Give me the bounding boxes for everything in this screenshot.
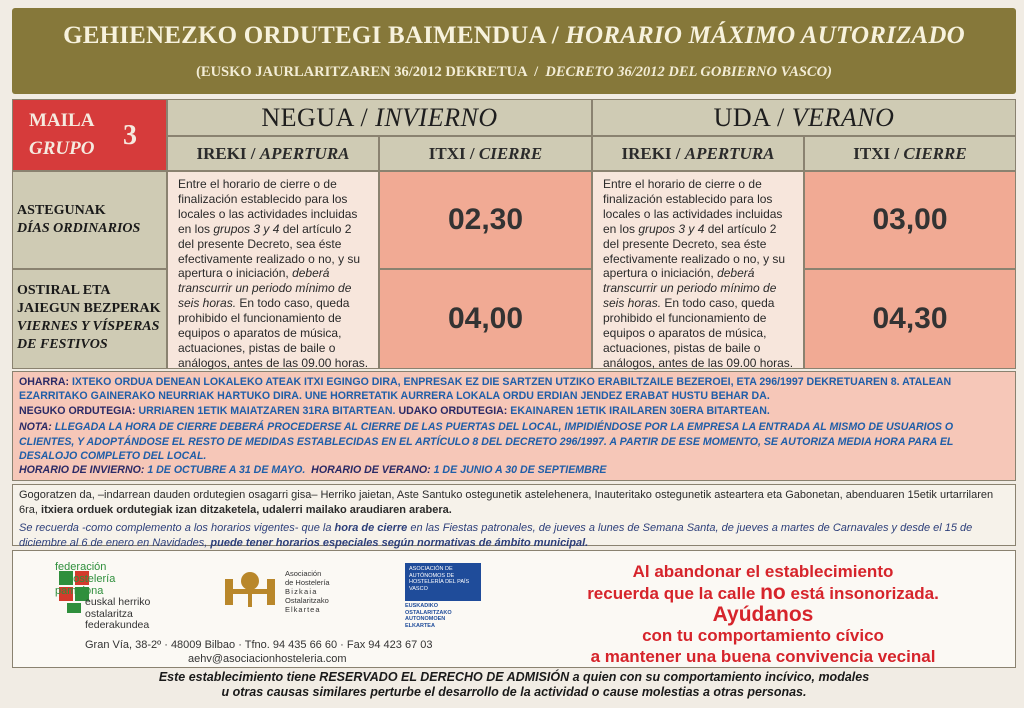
group-number: 3 <box>123 120 137 151</box>
schedule-periods-eu: NEGUKO ORDUTEGIA: URRIAREN 1ETIK MAIATZAREN 31RA BITARTEAN. UDAKO ORDUTEGIA: EKAINAREN 1ETIK IRAILAREN 30ERA BITARTEAN. <box>19 404 770 417</box>
schedule-periods-es: HORARIO DE INVIERNO: 1 DE OCTUBRE A 31 DE MAYO. HORARIO DE VERANO: 1 DE JUNIO A 30 DE SEPTIEMBRE <box>19 464 607 477</box>
notes-panel <box>12 371 1016 481</box>
winter-open-header: IREKI / APERTURA <box>167 136 379 171</box>
winter-opening-text: Entre el horario de cierre o de finalización establecido para los locales o las actividades incluidas en los grupos 3 y 4 del artículo 2 del presente Decreto, sea éste efectivamente realizado o no, y su apertura o iniciación, deberá transcurrir un periodo mínimo de seis horas. En todo caso, queda prohibido el funcionamiento de equipos o aparatos de música, actuaciones, pistas de baile o análogos, antes de las 09.00 horas. <box>167 171 379 369</box>
footer-panel <box>12 550 1016 668</box>
summer-close-friday: 04,30 <box>804 269 1016 369</box>
admission-notice: Este establecimiento tiene RESERVADO EL DERECHO DE ADMISIÓN a quien con su comportamiento incívico, modales u otras causas similares perturbe el desarrollo de la actividad o cause molestias a otras personas. <box>158 670 870 699</box>
autonomos-association-logo: ASOCIACIÓN DE AUTÓNOMOS DE HOSTELERÍA DEL PAÍS VASCO EUSKADIKO OSTALARITZAKO AUTONOMOEN ELKARTEA <box>405 563 485 627</box>
contact-address: Gran Vía, 38-2º · 48009 Bilbao · Tfno. 94 435 66 60 · Fax 94 423 67 03 <box>85 639 433 651</box>
summer-open-header: IREKI / APERTURA <box>592 136 804 171</box>
summer-close-ordinary: 03,00 <box>804 171 1016 269</box>
reminder-es: Se recuerda -como complemento a los horarios vigentes- que la hora de cierre en las Fiestas patronales, de jueves a lunes de Semana Santa, de jueves a martes de Carnavales y desde el 15 de diciembre al 6 de enero en Navidades, puede tener horarios especiales según normativas de ámbito municipal. <box>19 522 973 549</box>
summer-header: UDA / VERANO <box>592 99 1016 136</box>
note-es: NOTA: LLEGADA LA HORA DE CIERRE DEBERÁ PROCEDERSE AL CIERRE DE LAS PUERTAS DEL LOCAL, IMPIDIÉNDOSE POR LA EMPRESA LA ENTRADA AL MISMO DE USUARIOS O CLIENTES, Y ADOPTÁNDOSE EL RESTO DE MEDIDAS ESTABLECIDAS EN EL ARTÍCULO 8 DEL DECRETO 296/1997. A PARTIR DE ESE MOMENTO, SE AUTORIZA MEDIA HORA PARA EL DESALOJO COMPLETO DEL LOCAL. <box>19 421 954 463</box>
winter-close-friday: 04,00 <box>379 269 592 369</box>
row-label-friday: OSTIRAL ETA JAIEGUN BEZPERAK VIERNES Y VÍSPERAS DE FESTIVOS <box>12 269 167 369</box>
page-subtitle: (EUSKO JAURLARITZAREN 36/2012 DEKRETUA / DECRETO 36/2012 DEL GOBIERNO VASCO) <box>196 64 832 80</box>
federation-logo: federación hostelería pamplona euskal herriko ostalaritza federakundea <box>41 557 191 637</box>
bizkaia-association-logo: Asociación de Hostelería Bizkaia Ostalaritzako Elkartea <box>221 569 361 629</box>
note-eu: OHARRA: IXTEKO ORDUA DENEAN LOKALEKO ATEAK ITXI EGINGO DIRA, ENPRESAK EZ DIE SARTZEN UTZIKO ERABILTZAILE BEZEROEI, ETA 296/1997 DEKRETUAREN 8. ATALEAN EZARRITAKO GAINERAKO NEURRIAK HARTUKO DIRA. UNE HORRETATIK AURRERA LOKALA ORDU ERDIAN JENDEZ ERABAT HUSTU BEHAR DA. <box>19 376 952 403</box>
winter-header: NEGUA / INVIERNO <box>167 99 592 136</box>
page-title: GEHIENEZKO ORDUTEGI BAIMENDUA / HORARIO MÁXIMO AUTORIZADO <box>63 22 965 49</box>
winter-close-ordinary: 02,30 <box>379 171 592 269</box>
group-label-es: GRUPO <box>29 138 95 159</box>
reminder-eu: Gogoratzen da, –indarrean dauden ordutegien osagarri gisa– Herriko jaietan, Aste Santuko ostegunetik astelehenera, Inauteritako ostegunetik asteartera eta Gabonetan, abenduaren 15etik urtarrilaren 6ra, itxiera orduek ordutegiak izan ditzaketela, udalerri mailako araudiaren arabera. <box>19 489 994 516</box>
group-label <box>12 99 167 171</box>
row-label-ordinary: ASTEGUNAK DÍAS ORDINARIOS <box>12 171 167 269</box>
schedule-table <box>12 99 1016 369</box>
winter-close-header: ITXI / CIERRE <box>379 136 592 171</box>
civic-slogan: Al abandonar el establecimiento recuerda que la calle no está insonorizada. Ayúdanos con tu comportamiento cívico a mantener una buena convivencia vecinal <box>587 562 939 666</box>
contact-email: aehv@asociacionhosteleria.com <box>188 653 347 665</box>
group-label-eu: MAILA <box>29 110 95 131</box>
summer-opening-text: Entre el horario de cierre o de finalización establecido para los locales o las actividades incluidas en los grupos 3 y 4 del artículo 2 del presente Decreto, sea éste efectivamente realizado o no, y su apertura o iniciación, deberá transcurrir un periodo mínimo de seis horas. En todo caso, queda prohibido el funcionamiento de equipos o aparatos de música, actuaciones, pistas de baile o análogos, antes de las 09.00 horas. <box>592 171 804 369</box>
summer-close-header: ITXI / CIERRE <box>804 136 1016 171</box>
tree-emblem-icon <box>221 569 279 613</box>
header-banner <box>12 8 1016 94</box>
reminder-panel <box>12 484 1016 549</box>
